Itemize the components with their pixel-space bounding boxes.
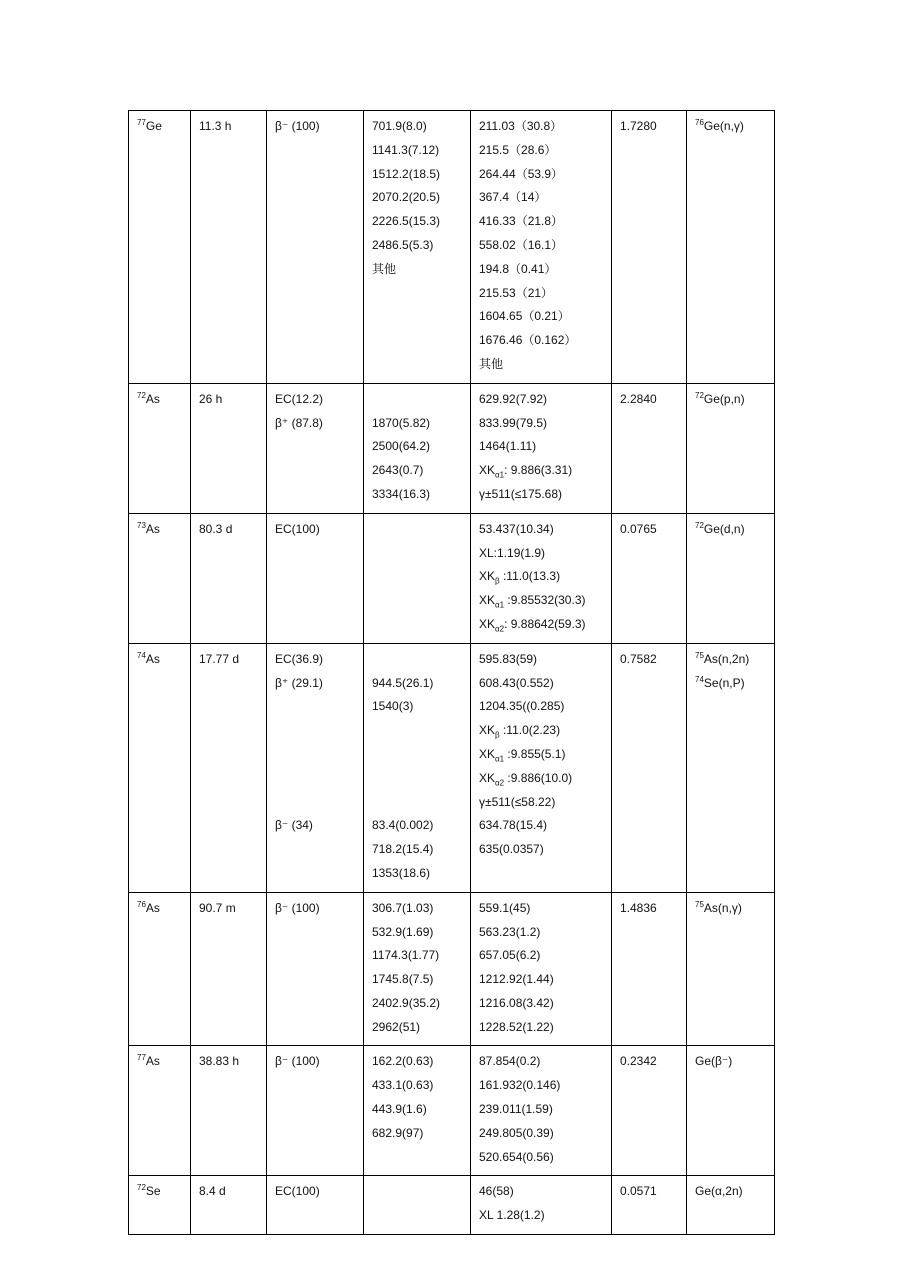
decay-mode-cell [267, 643, 364, 892]
element-symbol: As [145, 391, 160, 406]
beta-energy-line: 718.2(15.4) [372, 842, 434, 857]
line-subscript: α2 [495, 624, 505, 634]
gamma-energy-line: γ±511(≤175.68) [479, 486, 562, 501]
beta-energy-cell [364, 643, 471, 892]
gamma-energy-line: 215.53（21） [479, 285, 554, 300]
gamma-energy-line: 833.99(79.5) [479, 415, 548, 430]
gamma-energy-cell [471, 111, 612, 384]
production-cell [687, 1046, 775, 1176]
decay-mode-line: β⁻ (100) [275, 119, 320, 133]
gamma-energy-line: 1464(1.11) [479, 439, 537, 454]
mass-number: 73 [137, 520, 146, 530]
table-row [129, 643, 775, 892]
beta-energy-cell [364, 892, 471, 1046]
table-row [129, 513, 775, 643]
gamma-energy-cell [471, 1176, 612, 1235]
half-life-cell [191, 383, 267, 513]
gamma-energy-line: 211.03（30.8） [479, 119, 563, 133]
reaction-text: Ge(p,n) [703, 391, 745, 406]
beta-energy-line [372, 719, 470, 743]
nuclide-cell [129, 111, 191, 384]
decay-data-table [128, 110, 775, 1235]
decay-mode-line: β⁻ (34) [275, 818, 313, 833]
beta-energy-line: 162.2(0.63) [372, 1054, 434, 1069]
reaction-text: As(n,γ) [703, 900, 742, 915]
gamma-energy-line: 46(58) [479, 1184, 514, 1199]
beta-energy-line: 2226.5(15.3) [372, 214, 441, 229]
production-reaction [695, 1050, 774, 1074]
half-life-cell [191, 513, 267, 643]
beta-energy-line: 443.9(1.6) [372, 1102, 427, 1117]
beta-energy-line: 3334(16.3) [372, 486, 431, 501]
decay-mode-line [275, 767, 363, 791]
gamma-energy-line: $XK_\beta$ :11.0(13.3) [479, 569, 561, 586]
q-value-cell [612, 892, 687, 1046]
production-reaction [695, 518, 774, 542]
gamma-energy-line: $XK_{\alpha 1}$ :9.855(5.1) [479, 746, 566, 764]
gamma-energy-line: 215.5（28.6） [479, 142, 557, 157]
gamma-energy-cell [471, 643, 612, 892]
line-subscript: α1 [495, 600, 505, 610]
line-subscript: α1 [495, 754, 505, 764]
reaction-text: Ge(β⁻) [695, 1054, 733, 1069]
q-value-cell [612, 1176, 687, 1235]
beta-energy-line [372, 388, 470, 412]
beta-energy-line: 2962(51) [372, 1019, 421, 1034]
gamma-energy-line: $XK_{\alpha 2}$: 9.88642(59.3) [479, 616, 586, 634]
q-value: 2.2840 [620, 391, 657, 406]
nuclide-cell [129, 1176, 191, 1235]
half-life-cell [191, 643, 267, 892]
beta-energy-line: 1174.3(1.77) [372, 948, 440, 963]
decay-mode-line: EC(100) [275, 521, 320, 536]
decay-mode-line: β⁻ (100) [275, 900, 320, 915]
beta-energy-line [372, 743, 470, 767]
element-symbol: Ge [145, 119, 162, 133]
gamma-energy-line: 其他 [479, 356, 504, 371]
production-cell [687, 383, 775, 513]
gamma-energy-line: 87.854(0.2) [479, 1054, 541, 1069]
beta-energy-line: 1141.3(7.12) [372, 142, 440, 157]
nuclide-cell [129, 1046, 191, 1176]
production-cell [687, 513, 775, 643]
nuclide-label [137, 897, 190, 921]
gamma-energy-line: $XK_{\alpha 1}$ :9.85532(30.3) [479, 593, 586, 610]
half-life-cell [191, 1046, 267, 1176]
decay-mode-line [275, 719, 363, 743]
production-reaction [695, 648, 774, 672]
half-life-cell [191, 1176, 267, 1235]
beta-energy-line: 其他 [372, 261, 397, 276]
half-life-value: 38.83 h [199, 1054, 240, 1069]
gamma-energy-line: 608.43(0.552) [479, 675, 554, 690]
beta-energy-line: 2500(64.2) [372, 439, 431, 454]
mass-number: 77 [137, 118, 146, 127]
q-value: 0.7582 [620, 651, 657, 666]
nuclide-label [137, 388, 190, 412]
nuclide-label [137, 1050, 190, 1074]
gamma-energy-line: XL:1.19(1.9) [479, 545, 546, 560]
decay-mode-cell [267, 1046, 364, 1176]
beta-energy-line: 433.1(0.63) [372, 1078, 434, 1093]
beta-energy-cell [364, 1176, 471, 1235]
decay-mode-line: EC(12.2) [275, 391, 324, 406]
decay-mode-line: EC(36.9) [275, 651, 324, 666]
gamma-energy-line: 629.92(7.92) [479, 391, 548, 406]
gamma-energy-cell [471, 513, 612, 643]
element-symbol: As [145, 1054, 160, 1069]
half-life-cell [191, 892, 267, 1046]
gamma-energy-line: 194.8（0.41） [479, 261, 557, 276]
element-symbol: As [145, 900, 160, 915]
gamma-energy-line: 559.1(45) [479, 900, 531, 915]
beta-energy-line: 944.5(26.1) [372, 675, 434, 690]
gamma-energy-line: 53.437(10.34) [479, 521, 554, 536]
half-life-value: 80.3 d [199, 521, 233, 536]
gamma-energy-line: 416.33（21.8） [479, 214, 564, 229]
beta-energy-cell [364, 111, 471, 384]
gamma-energy-cell [471, 892, 612, 1046]
mass-number: 76 [137, 899, 146, 909]
production-cell [687, 892, 775, 1046]
q-value: 1.4836 [620, 900, 657, 915]
half-life-cell [191, 111, 267, 384]
q-value: 0.0765 [620, 521, 657, 536]
gamma-energy-line: 1676.46（0.162） [479, 333, 577, 348]
beta-energy-line: 1540(3) [372, 699, 414, 714]
q-value-cell [612, 643, 687, 892]
half-life-value: 11.3 h [199, 119, 232, 133]
gamma-energy-line: 239.011(1.59) [479, 1102, 553, 1117]
nuclide-label [137, 115, 190, 139]
beta-energy-line: 2402.9(35.2) [372, 995, 441, 1010]
line-subscript: α1 [495, 470, 505, 480]
half-life-value: 8.4 d [199, 1184, 226, 1199]
decay-mode-cell [267, 111, 364, 384]
gamma-energy-line: XL 1.28(1.2) [479, 1208, 545, 1223]
beta-energy-line [372, 648, 470, 672]
reaction-text: Ge(α,2n) [695, 1184, 743, 1199]
half-life-value: 17.77 d [199, 651, 240, 666]
decay-mode-cell [267, 892, 364, 1046]
beta-energy-line [372, 767, 470, 791]
q-value-cell [612, 513, 687, 643]
gamma-energy-line: 563.23(1.2) [479, 924, 541, 939]
production-reaction [695, 672, 774, 696]
table-body [129, 111, 775, 1235]
decay-mode-line [275, 791, 363, 815]
element-symbol: As [145, 521, 160, 536]
table-row [129, 1176, 775, 1235]
beta-energy-line: 682.9(97) [372, 1125, 424, 1140]
table-row [129, 111, 775, 384]
gamma-energy-line: $XK_{\alpha 2}$ :9.886(10.0) [479, 770, 573, 788]
q-value-cell [612, 1046, 687, 1176]
mass-number: 72 [137, 1183, 146, 1193]
q-value: 1.7280 [620, 119, 657, 133]
nuclide-cell [129, 383, 191, 513]
gamma-energy-line: 634.78(15.4) [479, 818, 548, 833]
decay-mode-line [275, 743, 363, 767]
decay-mode-cell [267, 383, 364, 513]
beta-energy-cell [364, 1046, 471, 1176]
target-mass-number: 75 [695, 650, 704, 660]
decay-mode-line: β⁻ (100) [275, 1054, 320, 1069]
production-reaction [695, 897, 774, 921]
decay-mode-line: β⁺ (87.8) [275, 415, 323, 430]
beta-energy-line: 1745.8(7.5) [372, 972, 434, 987]
nuclide-cell [129, 892, 191, 1046]
gamma-energy-line: 1212.92(1.44) [479, 972, 554, 987]
line-subscript: α2 [495, 778, 505, 788]
decay-mode-line: β⁺ (29.1) [275, 675, 323, 690]
production-cell [687, 1176, 775, 1235]
target-mass-number: 76 [695, 118, 704, 127]
gamma-energy-line: $XK_{\alpha 1}$: 9.886(3.31) [479, 463, 573, 480]
beta-energy-line: 1512.2(18.5) [372, 166, 441, 181]
production-cell [687, 643, 775, 892]
mass-number: 74 [137, 650, 146, 660]
gamma-energy-line: 1228.52(1.22) [479, 1019, 554, 1034]
beta-energy-line: 2070.2(20.5) [372, 190, 441, 205]
beta-energy-line: 2643(0.7) [372, 463, 424, 478]
nuclide-label [137, 1180, 190, 1204]
decay-mode-cell [267, 1176, 364, 1235]
q-value: 0.2342 [620, 1054, 657, 1069]
half-life-value: 26 h [199, 391, 223, 406]
gamma-energy-cell [471, 1046, 612, 1176]
gamma-energy-line: 249.805(0.39) [479, 1125, 554, 1140]
beta-energy-cell [364, 513, 471, 643]
gamma-energy-line: 595.83(59) [479, 651, 538, 666]
gamma-energy-line: γ±511(≤58.22) [479, 794, 556, 809]
nuclide-label [137, 518, 190, 542]
beta-energy-cell [364, 383, 471, 513]
gamma-energy-line: 1216.08(3.42) [479, 995, 554, 1010]
decay-mode-line: EC(100) [275, 1184, 320, 1199]
beta-energy-line: 306.7(1.03) [372, 900, 434, 915]
reaction-text: Ge(d,n) [703, 521, 745, 536]
q-value-cell [612, 383, 687, 513]
decay-mode-line [275, 695, 363, 719]
gamma-energy-line: $XK_\beta$ :11.0(2.23) [479, 723, 561, 740]
gamma-energy-line: 367.4（14） [479, 190, 547, 205]
reaction-text: Ge(n,γ) [703, 119, 744, 133]
beta-energy-line: 1353(18.6) [372, 865, 431, 880]
mass-number: 72 [137, 390, 146, 400]
beta-energy-line: 701.9(8.0) [372, 119, 427, 133]
q-value-cell [612, 111, 687, 384]
beta-energy-line: 2486.5(5.3) [372, 237, 434, 252]
q-value: 0.0571 [620, 1184, 657, 1199]
gamma-energy-line: 558.02（16.1） [479, 237, 564, 252]
gamma-energy-line: 635(0.0357) [479, 842, 544, 857]
table-row [129, 892, 775, 1046]
beta-energy-line: 83.4(0.002) [372, 818, 434, 833]
element-symbol: Se [145, 1184, 161, 1199]
half-life-value: 90.7 m [199, 900, 236, 915]
target-mass-number: 72 [695, 520, 704, 530]
nuclide-cell [129, 513, 191, 643]
gamma-energy-line: 657.05(6.2) [479, 948, 541, 963]
beta-energy-line: 532.9(1.69) [372, 924, 434, 939]
beta-energy-line [372, 791, 470, 815]
element-symbol: As [145, 651, 160, 666]
gamma-energy-line: 1604.65（0.21） [479, 309, 570, 324]
gamma-energy-line: 520.654(0.56) [479, 1149, 554, 1164]
nuclide-cell [129, 643, 191, 892]
mass-number: 77 [137, 1053, 146, 1063]
line-subscript: β [495, 730, 500, 740]
reaction-text: As(n,2n) [703, 651, 750, 666]
nuclide-label [137, 648, 190, 672]
target-mass-number: 72 [695, 390, 704, 400]
table-row [129, 383, 775, 513]
target-mass-number: 75 [695, 899, 704, 909]
decay-mode-cell [267, 513, 364, 643]
gamma-energy-cell [471, 383, 612, 513]
gamma-energy-line: 264.44（53.9） [479, 166, 564, 181]
target-mass-number: 74 [695, 674, 704, 684]
gamma-energy-line: 161.932(0.146) [479, 1078, 561, 1093]
production-reaction [695, 115, 774, 139]
beta-energy-line: 1870(5.82) [372, 415, 431, 430]
production-reaction [695, 388, 774, 412]
production-reaction [695, 1180, 774, 1204]
production-cell [687, 111, 775, 384]
reaction-text: Se(n,P) [703, 675, 745, 690]
gamma-energy-line: 1204.35((0.285) [479, 699, 565, 714]
line-subscript: β [495, 576, 500, 586]
table-row [129, 1046, 775, 1176]
